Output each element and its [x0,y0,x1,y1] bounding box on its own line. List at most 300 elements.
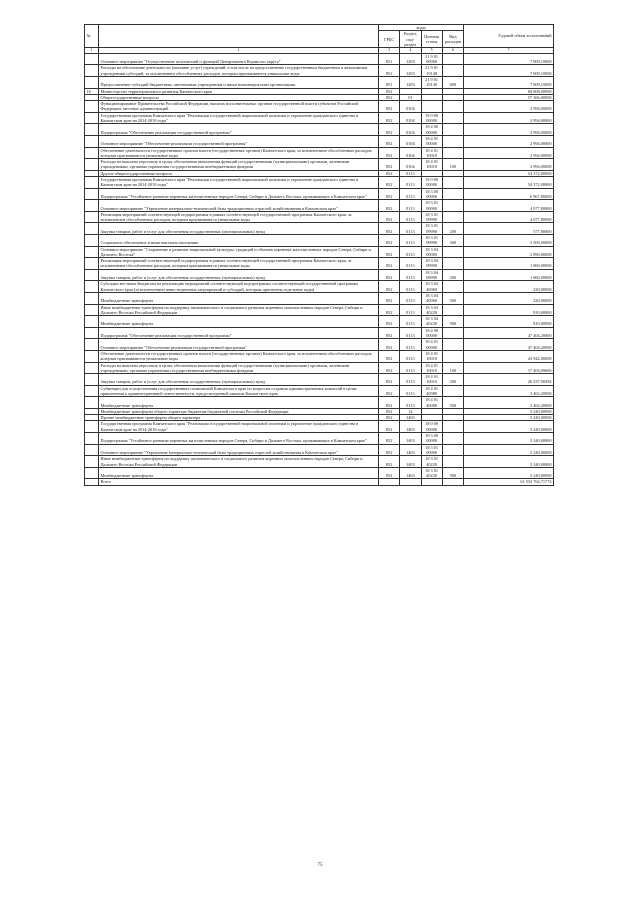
row-sum: 810,00000 [464,304,554,316]
row-grbs: 852 [379,269,400,281]
row-name: Иные межбюджетные трансферты на поддержку экономического и социального развития коренных малочисленных народов Севера, Сибири и Дальнего Востока Российской Федерации [99,304,379,316]
row-name: Субвенции для осуществления государственных полномочий Камчатского края по вопросам создания административных комиссий в целях привлечения к административной ответственности, предусмотренной законом Камчатского края [99,385,379,397]
row-name: Межбюджетные трансферты [99,316,379,328]
row-name: Основное мероприятие "Укрепление материально-технической базы традиционных отраслей хозяйствования в Камчатском крае" [99,200,379,212]
table-row [85,246,554,258]
row-sum: 47 404,20000 [464,327,554,339]
row-grbs: 852 [379,200,400,212]
row-expense-type [442,211,463,223]
table-row [85,292,554,304]
row-sum: 54 372,00000 [464,170,554,176]
row-grbs: 852 [379,362,400,374]
row-name: Основное мероприятие "Осуществление полномочий и функций Департамента Коряксого округа" [99,53,379,65]
row-razdel: 0113 [400,211,421,223]
row-expense-type [442,147,463,159]
table-row [85,76,554,88]
row-sum: 1 860,00000 [464,269,554,281]
row-grbs: 852 [379,467,400,479]
table-row [85,397,554,409]
row-target-article: 18 3 04 09990 [421,258,442,270]
row-number [85,269,99,281]
row-razdel: 0113 [400,188,421,200]
row-expense-type: 200 [442,223,463,235]
row-expense-type [442,456,463,468]
row-name: Закупка товаров, работ и услуг для обеспечения государственных (муниципальных) нужд [99,269,379,281]
column-index: 2 [99,48,379,54]
row-expense-type: 500 [442,467,463,479]
row-target-article: 18 3 04 09990 [421,269,442,281]
row-name: Расходы на выплаты персоналу в целях обеспечения выполнения функций государственными (муниципальными) органами, казенными учреждениями, органами управления государственными внебюджетными фондами [99,159,379,171]
row-target-article: 18 3 04 40060 [421,292,442,304]
row-expense-type [442,281,463,293]
table-row [85,421,554,433]
row-number [85,397,99,409]
row-sum: 3 240,00000 [464,421,554,433]
row-grbs [379,479,400,485]
row-grbs: 851 [379,65,400,77]
row-razdel: 0113 [400,246,421,258]
row-razdel: 0113 [400,177,421,189]
row-target-article: 18 4 00 00000 [421,124,442,136]
row-name: Межбюджетные трансферты общего характера бюджетам бюджетной системы Российской Федерации [99,408,379,414]
row-expense-type [442,188,463,200]
row-sum: 3 240,00000 [464,456,554,468]
row-name: Предоставление субсидий бюджетным, автономным учреждениям и иным некоммерческим организациям [99,76,379,88]
row-razdel: 0113 [400,170,421,176]
table-row [85,234,554,246]
row-target-article: 18 3 00 00000 [421,433,442,445]
row-name: Подпрограмма "Обеспечение реализации государственной программы" [99,327,379,339]
row-razdel: 1203 [400,65,421,77]
row-expense-type [442,327,463,339]
row-expense-type: 100 [442,362,463,374]
table-row [85,444,554,456]
row-target-article [421,101,442,113]
row-razdel: 01 [400,94,421,100]
header-no: № [85,25,99,48]
row-grbs: 852 [379,112,400,124]
row-target-article: 18 4 01 10010 [421,362,442,374]
row-razdel: 0113 [400,234,421,246]
row-expense-type [442,444,463,456]
row-number [85,362,99,374]
header-grbs: ГРБС [379,31,400,48]
row-number [85,385,99,397]
row-expense-type [442,421,463,433]
table-row [85,339,554,351]
row-grbs: 852 [379,433,400,445]
row-sum: 47 404,20000 [464,339,554,351]
row-expense-type [442,350,463,362]
table-row [85,433,554,445]
column-index: 3 [379,48,400,54]
row-target-article: 18 3 01 00000 [421,200,442,212]
row-expense-type [442,339,463,351]
row-razdel: 0104 [400,124,421,136]
row-number: 16 [85,88,99,94]
table-row [85,385,554,397]
row-razdel: 1403 [400,433,421,445]
table-header-row [85,25,554,31]
row-number [85,65,99,77]
table-row [85,147,554,159]
row-target-article: 18 4 01 10010 [421,147,442,159]
row-target-article: 18 4 00 00000 [421,327,442,339]
row-number [85,112,99,124]
row-name: Закупка товаров, работ и услуг для обеспечения государственных (муниципальных) нужд [99,374,379,386]
row-grbs: 852 [379,385,400,397]
row-expense-type: 200 [442,269,463,281]
table-row [85,177,554,189]
table-row [85,200,554,212]
row-expense-type [442,112,463,124]
row-expense-type [442,304,463,316]
row-number [85,292,99,304]
row-target-article: 18 0 00 00000 [421,177,442,189]
row-sum: 7 009,10000 [464,53,554,65]
row-target-article [421,479,442,485]
row-name: Министерство территориального развития Камчатского края [99,88,379,94]
row-grbs: 852 [379,316,400,328]
table-row [85,327,554,339]
row-expense-type: 500 [442,292,463,304]
row-grbs: 852 [379,246,400,258]
row-target-article: 18 3 01 00000 [421,444,442,456]
row-grbs: 852 [379,101,400,113]
row-razdel: 0113 [400,339,421,351]
budget-allocation-table [84,24,554,486]
row-target-article: 18 3 01 09990 [421,223,442,235]
table-row [85,65,554,77]
row-number [85,211,99,223]
row-number [85,258,99,270]
row-grbs: 852 [379,258,400,270]
row-number [85,281,99,293]
row-target-article: 18 3 00 00000 [421,188,442,200]
row-target-article: 18 3 04 40220 [421,316,442,328]
row-razdel: 14 [400,408,421,414]
row-expense-type [442,433,463,445]
table-row [85,304,554,316]
table-row [85,269,554,281]
row-grbs: 852 [379,281,400,293]
row-expense-type [442,124,463,136]
row-name: Субсидии местным бюджетам на реализацию мероприятий соответствующей подпрограммы соответствующей государственной программы Камчатского края (за исключением инвестиционных мероприятий и субсидий, которым присвоены отдельные коды) [99,281,379,293]
row-razdel: 0104 [400,135,421,147]
row-number [85,304,99,316]
row-sum: 2 994,00000 [464,101,554,113]
row-target-article: 18 4 01 10010 [421,350,442,362]
row-target-article: 18 0 00 00000 [421,421,442,433]
row-sum: 61 533 764,71774 [464,479,554,485]
row-expense-type [442,65,463,77]
row-name: Подпрограмма "Устойчивое развитие коренных малочисленных народов Севера, Сибири и Дальнего Востока, проживающих в Камчатском крае" [99,188,379,200]
row-number [85,421,99,433]
row-expense-type [442,258,463,270]
table-row [85,362,554,374]
row-expense-type [442,135,463,147]
row-grbs: 852 [379,177,400,189]
row-razdel: 0113 [400,397,421,409]
row-grbs: 852 [379,397,400,409]
row-razdel: 0113 [400,304,421,316]
row-name: Государственная программа Камчатского края "Реализация государственной национальной политики и укрепление гражданского единства в Камчатском крае на 2014-2018 годы" [99,421,379,433]
row-grbs: 852 [379,415,400,421]
row-target-article: 18 3 01 09990 [421,234,442,246]
row-name: Обеспечение деятельности государственных органов власти (государственных органов) Камчатского края, за исключением обособленных расходов, которым присваиваются уникальные коды [99,147,379,159]
row-name: Подпрограмма "Обеспечение реализации государственной программы" [99,124,379,136]
row-sum: 3 240,00000 [464,415,554,421]
header-razdel: Раздел, под-раздел [400,31,421,48]
table-row [85,159,554,171]
table-row [85,211,554,223]
row-name: Основное мероприятие "Сохранение и развитие национальной культуры, традиций и обычаев коренных малочисленных народов Севера, Сибири и Дальнего Востока" [99,246,379,258]
row-number [85,327,99,339]
row-name: Другие общегосударственные вопросы [99,170,379,176]
row-number [85,456,99,468]
row-sum: 3 240,00000 [464,433,554,445]
row-name: Основное мероприятие "Укрепление материально-технической базы традиционных отраслей хозяйствования в Камчатском крае" [99,444,379,456]
row-number [85,223,99,235]
table-row [85,479,554,485]
row-expense-type [442,385,463,397]
row-name: Иные межбюджетные трансферты на поддержку экономического и социального развития коренных малочисленных народов Севера, Сибири и Дальнего Востока Российской Федерации [99,456,379,468]
row-sum: 2 994,00000 [464,112,554,124]
row-name: Прочие межбюджетные трансферты общего характера [99,415,379,421]
row-sum: 2 994,00000 [464,124,554,136]
row-name: Обеспечение деятельности государственных органов власти (государственных органов) Камчатского края, за исключением обособленных расходов, которым присваиваются уникальные коды [99,350,379,362]
row-grbs: 852 [379,374,400,386]
row-razdel: 0113 [400,223,421,235]
row-razdel: 1403 [400,444,421,456]
row-number [85,350,99,362]
row-grbs: 852 [379,234,400,246]
table-row [85,112,554,124]
row-expense-type: 100 [442,159,463,171]
row-razdel: 0113 [400,269,421,281]
row-grbs: 852 [379,135,400,147]
row-sum: 7 009,10000 [464,76,554,88]
row-number [85,76,99,88]
row-sum: 54 372,00000 [464,177,554,189]
row-grbs: 852 [379,188,400,200]
row-razdel: 1203 [400,53,421,65]
row-razdel: 0104 [400,112,421,124]
row-target-article: 18 4 01 40080 [421,397,442,409]
row-target-article: 18 4 01 40080 [421,385,442,397]
row-target-article: 18 4 01 00000 [421,135,442,147]
row-target-article: 18 3 04 00000 [421,246,442,258]
row-target-article: 18 3 04 40060 [421,281,442,293]
column-index: 5 [421,48,442,54]
row-sum: 810,00000 [464,316,554,328]
row-target-article: 18 0 00 00000 [421,112,442,124]
row-number [85,374,99,386]
table-row [85,350,554,362]
row-expense-type: 500 [442,397,463,409]
row-target-article: 21 9 01 10140 [421,76,442,88]
row-target-article: 18 3 01 09990 [421,211,442,223]
row-grbs: 852 [379,94,400,100]
table-row [85,316,554,328]
header-target-article: Целевая статья [421,31,442,48]
row-sum: 26 537,90394 [464,374,554,386]
row-grbs: 852 [379,421,400,433]
row-expense-type [442,101,463,113]
row-sum: 2 890,00000 [464,246,554,258]
row-sum: 6 967,80000 [464,188,554,200]
row-grbs: 852 [379,350,400,362]
row-razdel: 0113 [400,258,421,270]
table-row [85,223,554,235]
row-name: Межбюджетные трансферты [99,292,379,304]
row-razdel: 0104 [400,147,421,159]
row-grbs: 852 [379,327,400,339]
row-name: Социальное обеспечение и иные выплаты населению [99,234,379,246]
row-name: Расходы на обеспечение деятельности (оказание услуг) учреждений, в том числе на предоставление государственным бюджетным и автономным учреждениям субсидий, за исключением обособленных расходов, которым присваиваются уникальные коды [99,65,379,77]
column-index: 7 [464,48,554,54]
row-razdel: 0104 [400,101,421,113]
row-sum: 3 500,00000 [464,234,554,246]
row-razdel: 0113 [400,327,421,339]
row-expense-type: 500 [442,316,463,328]
row-sum: 2 994,00000 [464,147,554,159]
row-number [85,101,99,113]
row-sum: 1 860,00000 [464,258,554,270]
header-sum: Годовой объем ассигнований [464,25,554,48]
row-name: Реализация мероприятий соответствующей подпрограммы в рамках соответствующей государственной программы Камчатского края, за исключением обособленных расходов, которым присваиваются уникальные коды [99,211,379,223]
row-grbs: 852 [379,147,400,159]
row-razdel: 0113 [400,385,421,397]
row-target-article: 21 9 01 00000 [421,53,442,65]
row-razdel: 0113 [400,292,421,304]
table-row [85,467,554,479]
row-sum: 4 077,80000 [464,200,554,212]
row-number [85,246,99,258]
row-sum: 57 366,00000 [464,94,554,100]
row-expense-type: 300 [442,234,463,246]
row-grbs: 852 [379,124,400,136]
table-row [85,101,554,113]
row-name: Государственная программа Камчатского края "Реализация государственной национальной политики и укрепление гражданского единства в Камчатском крае на 2014-2018 годы" [99,177,379,189]
column-index: 6 [442,48,463,54]
row-sum: 220,00000 [464,292,554,304]
row-sum: 3 462,20000 [464,397,554,409]
row-number [85,147,99,159]
row-razdel: 1403 [400,467,421,479]
row-expense-type [442,246,463,258]
row-target-article: 18 3 04 40220 [421,304,442,316]
row-grbs: 852 [379,211,400,223]
row-grbs: 852 [379,292,400,304]
row-expense-type: 200 [442,374,463,386]
row-sum: 43 942,00000 [464,350,554,362]
row-target-article: 18 4 01 10010 [421,374,442,386]
table-row [85,53,554,65]
row-grbs: 852 [379,444,400,456]
row-number [85,316,99,328]
row-number [85,444,99,456]
row-name: Государственная программа Камчатского края "Реализация государственной национальной политики и укрепление гражданского единства в Камчатском крае на 2014-2018 годы" [99,112,379,124]
column-index: 4 [400,48,421,54]
row-sum: 2 994,00000 [464,159,554,171]
row-expense-type [442,200,463,212]
row-target-article: 18 3 01 40220 [421,467,442,479]
row-name: Всего [99,479,379,485]
row-grbs: 851 [379,76,400,88]
row-razdel: 1403 [400,415,421,421]
row-grbs: 852 [379,88,400,94]
row-target-article: 18 4 01 00000 [421,339,442,351]
row-number [85,467,99,479]
row-number [85,200,99,212]
row-razdel: 1403 [400,456,421,468]
row-grbs: 852 [379,304,400,316]
row-razdel: 0113 [400,200,421,212]
row-number [85,177,99,189]
row-sum: 60 608,00000 [464,88,554,94]
row-razdel: 0104 [400,159,421,171]
row-number [85,339,99,351]
row-sum: 17 404,09606 [464,362,554,374]
row-razdel: 0113 [400,281,421,293]
row-grbs: 852 [379,223,400,235]
row-name: Основное мероприятие "Обеспечение реализации государственной программы" [99,135,379,147]
table-row [85,281,554,293]
row-expense-type [442,53,463,65]
row-grbs: 852 [379,456,400,468]
row-razdel: 1203 [400,76,421,88]
row-razdel: 0113 [400,350,421,362]
row-number [85,433,99,445]
row-name: Межбюджетные трансферты [99,467,379,479]
row-name: Основное мероприятие "Обеспечение реализации государственной программы" [99,339,379,351]
page-number: 75 [317,863,323,868]
table-row [85,456,554,468]
row-name: Реализация мероприятий соответствующей подпрограммы в рамках соответствующей государственной программы Камчатского края, за исключением обособленных расходов, которым присваиваются уникальные коды [99,258,379,270]
row-sum: 7 009,10000 [464,65,554,77]
row-name: Общегосударственные вопросы [99,94,379,100]
row-sum: 3 240,00000 [464,444,554,456]
header-name [99,25,379,48]
table-row [85,374,554,386]
row-razdel: 0113 [400,316,421,328]
row-name: Расходы на выплаты персоналу в целях обеспечения выполнения функций государственными (муниципальными) органами, казенными учреждениями, органами управления государственными внебюджетными фондами [99,362,379,374]
row-razdel: 0113 [400,374,421,386]
row-sum: 2 994,00000 [464,135,554,147]
row-razdel: 0113 [400,362,421,374]
row-number [85,479,99,485]
row-target-article: 18 4 01 10010 [421,159,442,171]
row-name: Подпрограмма "Устойчивое развитие коренных малочисленных народов Севера, Сибири и Дальнего Востока, проживающих в Камчатском крае" [99,433,379,445]
row-sum: 577,80000 [464,223,554,235]
row-target-article: 21 9 01 10140 [421,65,442,77]
row-expense-type [442,177,463,189]
table-row [85,258,554,270]
row-number [85,188,99,200]
row-number [85,159,99,171]
row-sum: 3 462,20000 [464,385,554,397]
row-sum: 220,00000 [464,281,554,293]
table-row [85,124,554,136]
table-body [85,53,554,485]
row-name: Межбюджетные трансферты [99,397,379,409]
row-grbs: 851 [379,53,400,65]
row-grbs: 852 [379,159,400,171]
row-expense-type: 600 [442,76,463,88]
row-number [85,124,99,136]
row-grbs: 852 [379,408,400,414]
